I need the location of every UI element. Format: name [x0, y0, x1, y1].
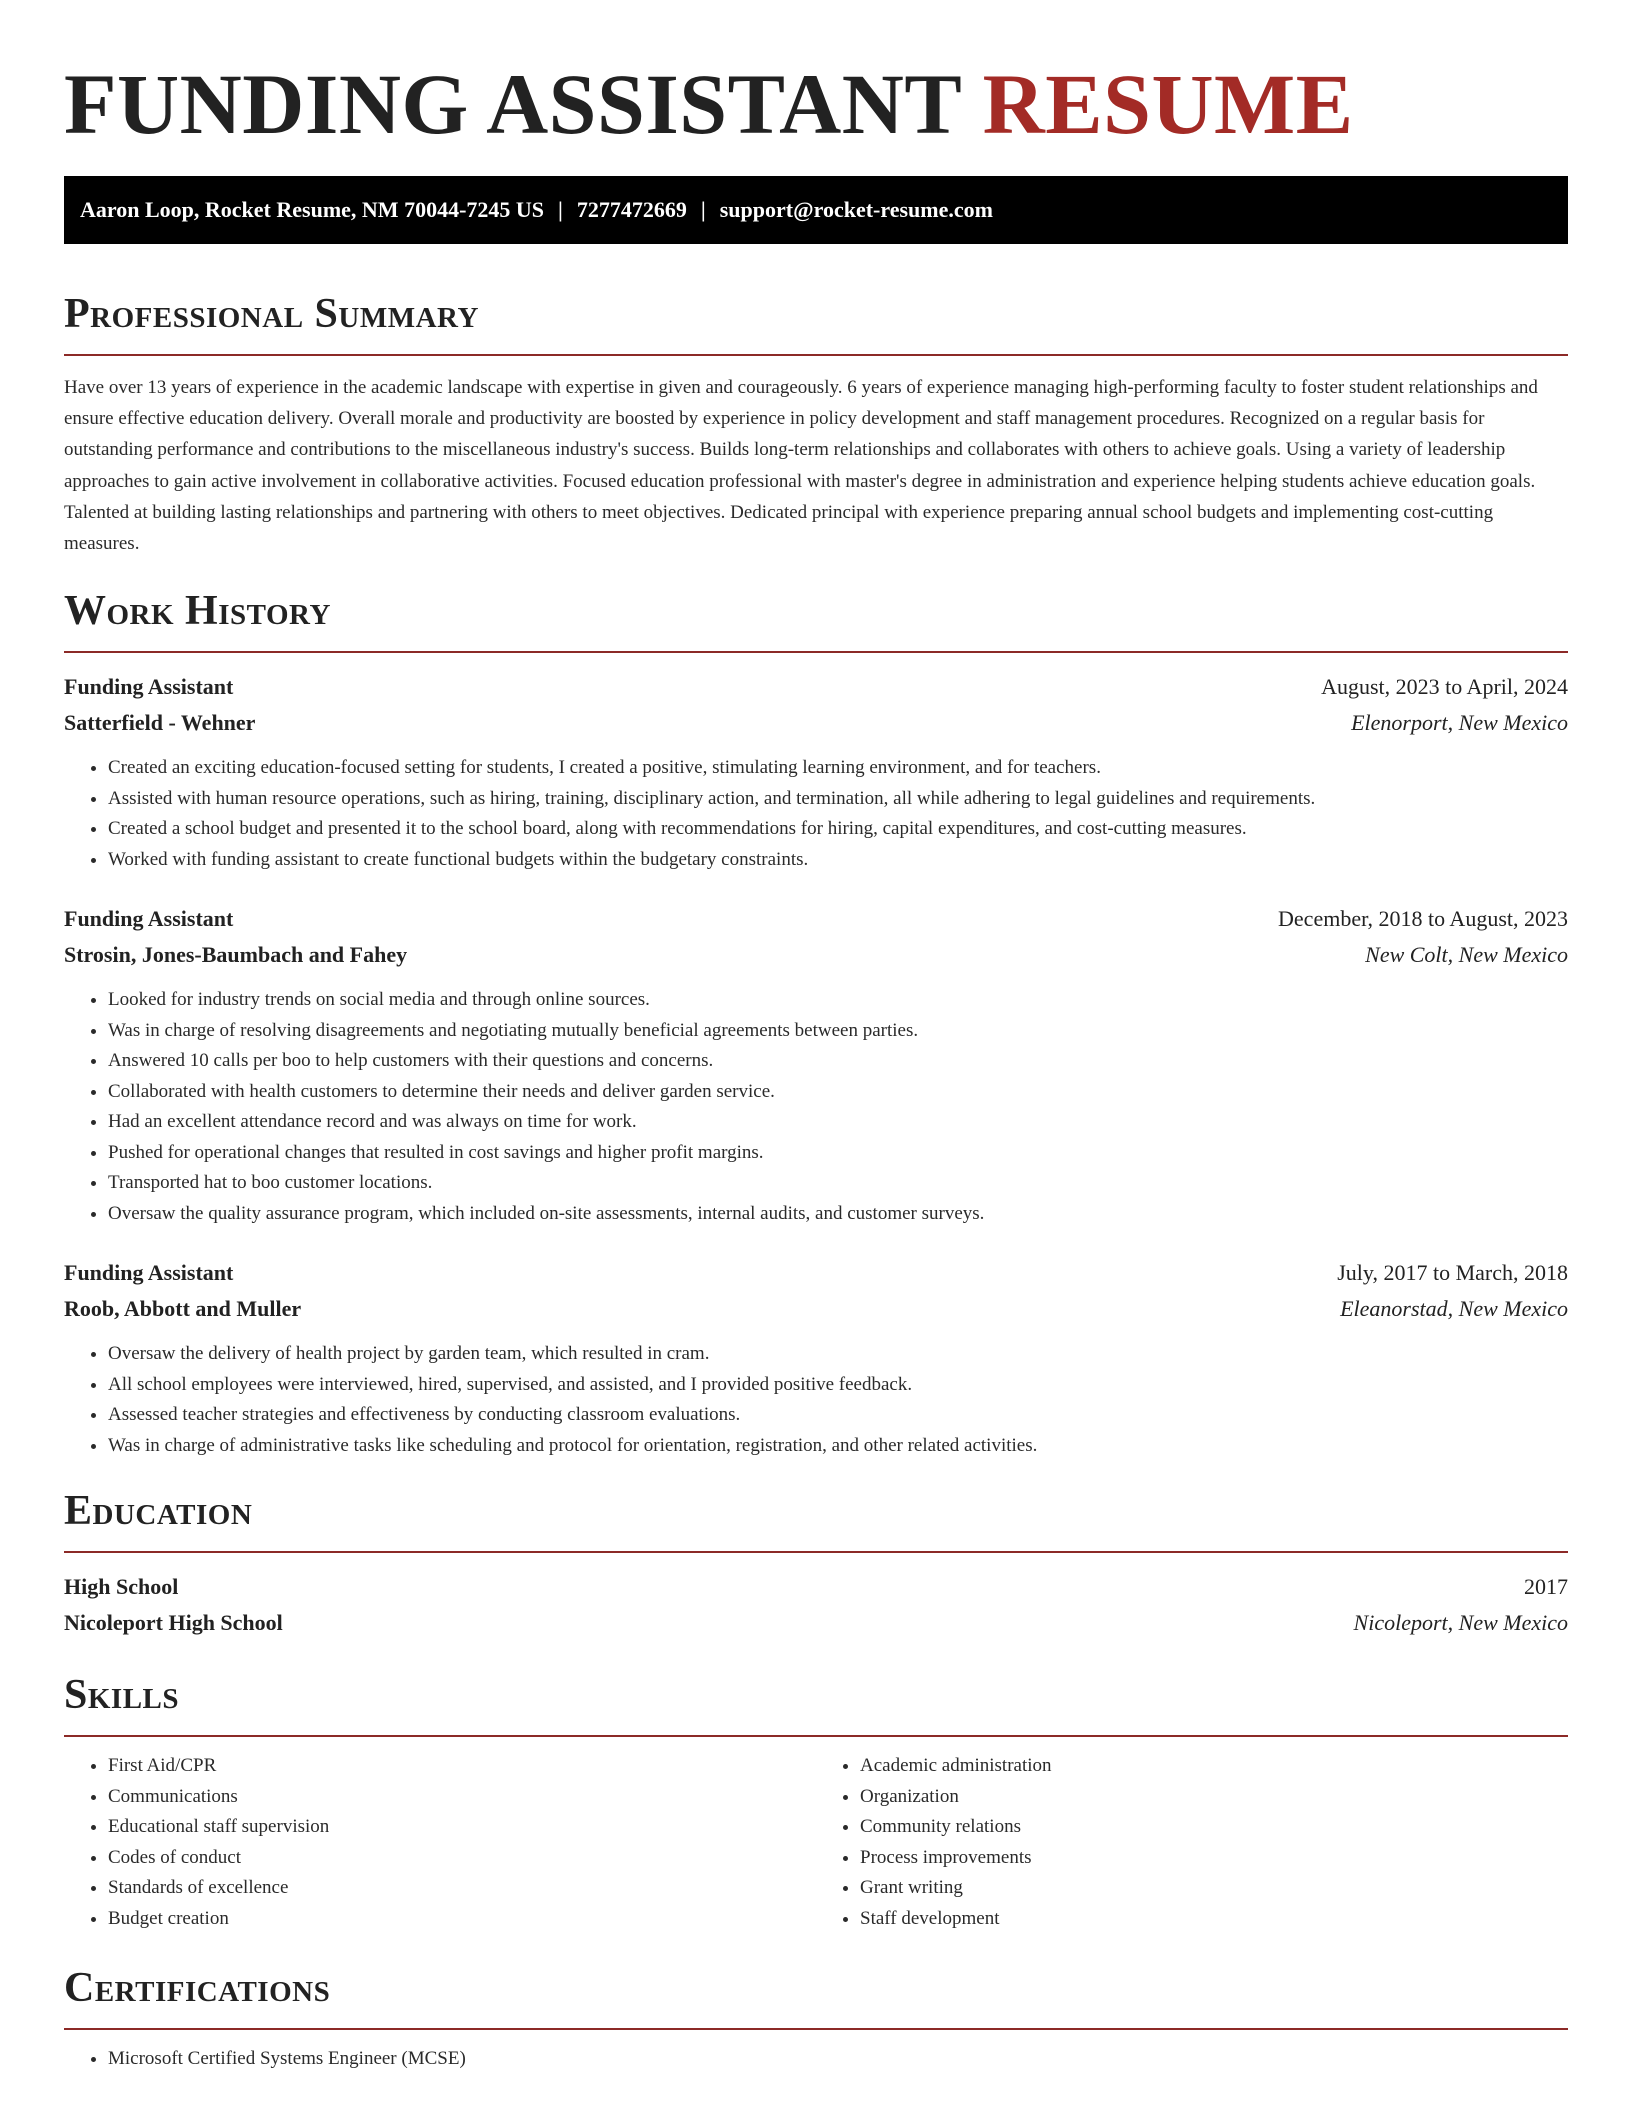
section-divider [64, 354, 1568, 356]
skill-item: • Communications [108, 1782, 816, 1813]
contact-address: Aaron Loop, Rocket Resume, NM 70044-7245 US [80, 197, 545, 222]
summary-text: Have over 13 years of experience in the academic landscape with expertise in given and courageously. 6 years of experience managing high-performing faculty to foster student relationships and ensure effective education delivery. Overall morale and productivity are boosted by experience in policy development and staff management procedures. Recognized on a regular basis for outstanding performance and contributions to the miscellaneous industry's success. Builds long-term relationships and collaborates with others to achieve goals. Using a variety of leadership approaches to gain active involvement in collaborative activities. Focused education professional with master's degree in administration and experience helping students achieve education goals. Talented at building lasting relationships and partnering with others to meet objectives. Dedicated principal with experience preparing annual school budgets and implementing cost-cutting measures. [64, 377, 1538, 555]
list-item: • Had an excellent attendance record and was always on time for work. [108, 1107, 1568, 1138]
list-item: • Answered 10 calls per boo to help customers with their questions and concerns. [108, 1046, 1568, 1077]
section-divider [64, 1735, 1568, 1737]
work-history-section [64, 585, 1568, 1461]
job-bullets [64, 1339, 1568, 1461]
section-divider [64, 2028, 1568, 2030]
list-item: • Oversaw the quality assurance program, which included on-site assessments, internal audits, and customer surveys. [108, 1199, 1568, 1230]
section-heading-education: Education [64, 1488, 253, 1535]
certification-item: • Microsoft Certified Systems Engineer (MCSE) [108, 2044, 1568, 2075]
list-item: • Created a school budget and presented it to the school board, along with recommendations for hiring, capital expenditures, and cost-cutting measures. [108, 814, 1568, 845]
list-item: • Was in charge of administrative tasks like scheduling and protocol for orientation, registration, and other related activities. [108, 1431, 1568, 1462]
job-company: Roob, Abbott and Muller [64, 1296, 302, 1322]
job-dates: July, 2017 to March, 2018 [1337, 1260, 1568, 1286]
job-subheader [64, 1291, 1568, 1327]
education-section [64, 1485, 1568, 1641]
skills-section [64, 1669, 1568, 1934]
section-heading-skills: Skills [64, 1672, 180, 1719]
job-title: Funding Assistant [64, 906, 234, 932]
section-divider [64, 651, 1568, 653]
section-heading-summary: Professional Summary [64, 291, 479, 337]
job-subheader [64, 937, 1568, 973]
education-location: Nicoleport, New Mexico [1353, 1610, 1568, 1636]
job-subheader [64, 705, 1568, 741]
title-main: FUNDING ASSISTANT [64, 56, 961, 152]
job-entry [64, 1255, 1568, 1461]
section-divider [64, 1551, 1568, 1553]
list-item: • Assessed teacher strategies and effectiveness by conducting classroom evaluations. [108, 1400, 1568, 1431]
job-dates: December, 2018 to August, 2023 [1278, 906, 1568, 932]
education-school: Nicoleport High School [64, 1610, 283, 1636]
list-item: • Collaborated with health customers to determine their needs and deliver garden service. [108, 1077, 1568, 1108]
list-item: • Transported hat to boo customer locations. [108, 1168, 1568, 1199]
title-accent: RESUME [982, 56, 1354, 152]
contact-separator: | [558, 197, 563, 222]
job-bullets [64, 985, 1568, 1229]
job-title: Funding Assistant [64, 1260, 234, 1286]
skill-item: • Codes of conduct [108, 1843, 816, 1874]
contact-separator: | [700, 197, 706, 222]
list-item: • Created an exciting education-focused setting for students, I created a positive, stimulating learning environment, and for teachers. [108, 753, 1568, 784]
job-company: Satterfield - Wehner [64, 710, 256, 736]
education-year: 2017 [1524, 1574, 1568, 1600]
job-header [64, 901, 1568, 937]
skill-item: • Process improvements [860, 1843, 1568, 1874]
list-item: • Worked with funding assistant to create functional budgets within the budgetary constraints. [108, 845, 1568, 876]
section-heading-work-history: Work History [64, 588, 331, 635]
list-item: • Pushed for operational changes that resulted in cost savings and higher profit margins. [108, 1138, 1568, 1169]
contact-phone: 7277472669 [576, 197, 687, 222]
job-company: Strosin, Jones-Baumbach and Fahey [64, 942, 408, 968]
skills-columns [64, 1751, 1568, 1934]
list-item: • Oversaw the delivery of health project by garden team, which resulted in cram. [108, 1339, 1568, 1370]
job-title: Funding Assistant [64, 674, 234, 700]
skill-item: • Organization [860, 1782, 1568, 1813]
skill-item: • Grant writing [860, 1873, 1568, 1904]
job-entry [64, 669, 1568, 875]
skill-item: • Community relations [860, 1812, 1568, 1843]
education-subheader [64, 1605, 1568, 1641]
resume-page [64, 0, 1568, 2075]
job-bullets [64, 753, 1568, 875]
education-entry [64, 1569, 1568, 1641]
education-header [64, 1569, 1568, 1605]
skill-item: • Academic administration [860, 1751, 1568, 1782]
skill-item: • Budget creation [108, 1904, 816, 1935]
job-header [64, 669, 1568, 705]
education-degree: High School [64, 1574, 179, 1600]
list-item: • Was in charge of resolving disagreements and negotiating mutually beneficial agreements between parties. [108, 1016, 1568, 1047]
skill-item: • Educational staff supervision [108, 1812, 816, 1843]
job-location: Elenorport, New Mexico [1351, 710, 1568, 736]
certifications-list [64, 2044, 1568, 2075]
job-location: New Colt, New Mexico [1365, 942, 1568, 968]
list-item: • Assisted with human resource operations, such as hiring, training, disciplinary action, and termination, all while adhering to legal guidelines and requirements. [108, 784, 1568, 815]
list-item: • All school employees were interviewed, hired, supervised, and assisted, and I provided positive feedback. [108, 1370, 1568, 1401]
contact-email: support@rocket-resume.com [719, 197, 993, 222]
job-location: Eleanorstad, New Mexico [1340, 1296, 1568, 1322]
resume-title [64, 54, 1568, 154]
skill-item: • Staff development [860, 1904, 1568, 1935]
job-dates: August, 2023 to April, 2024 [1321, 674, 1568, 700]
skill-item: • First Aid/CPR [108, 1751, 816, 1782]
skills-list-right [816, 1751, 1568, 1934]
section-heading-certifications: Certifications [64, 1965, 331, 2012]
summary-section [64, 288, 1568, 559]
job-header [64, 1255, 1568, 1291]
skills-list-left [64, 1751, 816, 1934]
skill-item: • Standards of excellence [108, 1873, 816, 1904]
list-item: • Looked for industry trends on social media and through online sources. [108, 985, 1568, 1016]
job-entry [64, 901, 1568, 1229]
certifications-section [64, 1962, 1568, 2075]
contact-bar [64, 176, 1568, 244]
